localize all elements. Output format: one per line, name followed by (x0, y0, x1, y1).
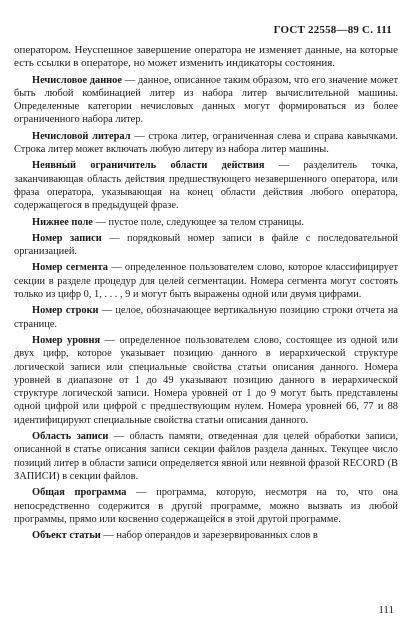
definition-term: Номер записи (32, 232, 102, 244)
definition-term: Номер уровня (32, 334, 101, 346)
document-body (14, 44, 398, 545)
definition-term: Объект статьи (32, 530, 101, 542)
definition-text: — программа, которую, несмотря на то, что она непосредственно содержится в другой программе, можно вызвать из любой программы, прямо или косвенно содержащейся в этой другой программе. (14, 487, 398, 525)
paragraph-text: оператором. Неуспешное завершение оператора не изменяет данные, на которые есть ссылки в операторе, но может изменить индикаторы состояния. (14, 44, 398, 70)
definition-paragraph (14, 261, 398, 301)
definition-paragraph (14, 529, 398, 542)
definition-text: — определенное пользователем слово, которое классифицирует секции в разделе процедур для целей сегментации. Номера сегмента могут состоять только из цифр 0, 1, . . . , 9 и могут быть выражены одной или двумя цифрами. (14, 262, 399, 301)
definition-text: — разделитель точка, заканчивающая область действия предшествующего незавершенного оператора, или фраза оператора, указывающая на конец области действия любого оператора, содержащегося в предыдущей фразе. (14, 160, 398, 212)
definition-term: Неявный ограничитель области действия (32, 160, 265, 172)
definition-text: — данное, описанное таким образом, что его значение может быть любой комбинацией литер из набора литер вычислительной машины. Определенные категории нечисловых данных могут формироваться из более ограниченного набора литер. (14, 74, 398, 126)
definition-paragraph (14, 304, 398, 331)
paragraph-continuation (14, 44, 398, 71)
definition-text: — порядковый номер записи в файле с последовательной организацией. (14, 232, 398, 258)
definition-term: Нечисловое данное (32, 74, 122, 86)
definition-term: Нечисловой литерал (32, 130, 131, 142)
definition-paragraph (14, 232, 398, 259)
definition-text: — строка литер, ограниченная слева и справа кавычками. Строка литер может включать любую литеру из набора литер машины. (14, 130, 398, 156)
definition-text: — область памяти, отведенная для целей обработки записи, описанной в статье описания записи секции файлов раздела данных. Текущее число позиций литер в области записи определяется явной или неявной фразой RECORD (В ЗАПИСИ) в секции файлов. (14, 431, 398, 482)
definition-paragraph (14, 334, 398, 427)
definition-paragraph (14, 486, 398, 526)
definition-term: Общая программа (32, 487, 127, 499)
definition-text: — набор операндов и зарезервированных слов в (100, 530, 318, 542)
definition-term: Номер строки (32, 305, 99, 317)
definition-text: — определенное пользователем слово, состоящее из одной или двух цифр, которое указывает позицию данного в иерархической структуре логической записи или специальные свойства статьи описания данного. Номера уровней в диапазоне от 1 до 49 указывают позицию данного в иерархической структуре логической записи. Номера уровней от 1 до 9 могут быть представлены одной цифрой или цифрой с предшествующим нулем. Номера уровней 66, 77 и 88 идентифицируют специальные свойства статьи описания данного. (14, 334, 398, 426)
definition-paragraph (14, 159, 398, 212)
page-header: ГОСТ 22558—89 С. 111 (273, 24, 392, 36)
definition-paragraph (14, 130, 398, 157)
definition-paragraph (14, 216, 398, 229)
definition-paragraph (14, 74, 398, 127)
definition-paragraph (14, 430, 398, 483)
definition-term: Номер сегмента (32, 262, 108, 274)
definition-text: — целое, обозначающее вертикальную позицию строки отчета на странице. (14, 305, 399, 330)
definition-term: Нижнее поле (32, 216, 93, 228)
page-number: 111 (378, 604, 394, 616)
definition-text: — пустое поле, следующее за телом страницы. (92, 216, 304, 228)
definition-term: Область записи (32, 431, 109, 443)
